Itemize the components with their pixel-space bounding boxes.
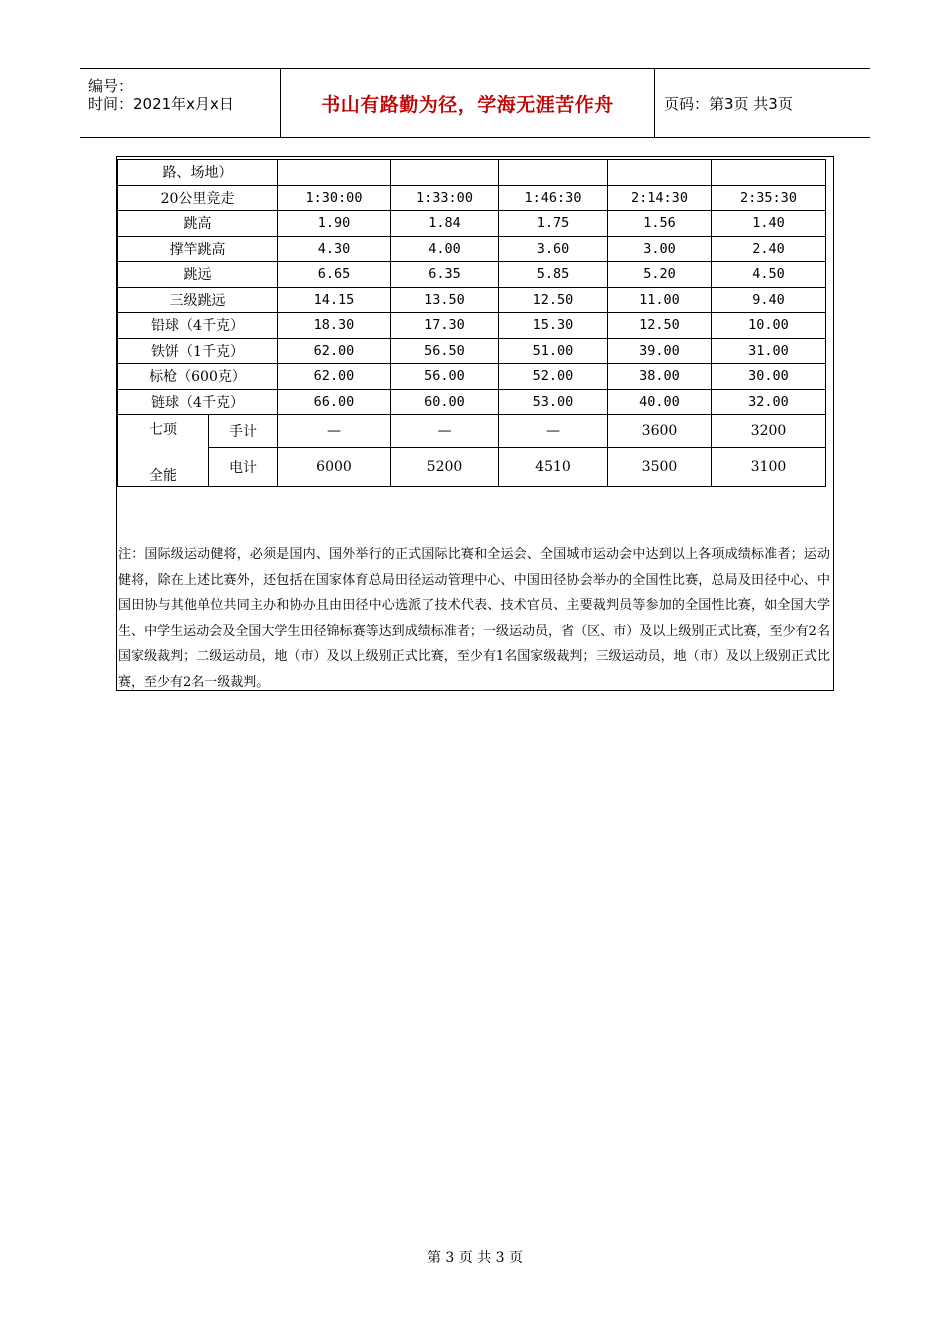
standard-value-cell: 62.00 <box>278 364 391 390</box>
standard-value-cell: 4.30 <box>278 236 391 262</box>
standard-value-cell: 6.35 <box>391 262 499 288</box>
table-row <box>118 236 826 262</box>
page-header <box>80 68 870 138</box>
standard-value-cell: 2.40 <box>712 236 826 262</box>
standard-value-cell: 11.00 <box>608 287 712 313</box>
table-row <box>118 185 826 211</box>
event-name-cell: 铅球（4千克） <box>118 313 278 339</box>
standard-value-cell: 66.00 <box>278 389 391 415</box>
standard-value-cell <box>499 160 608 186</box>
event-name-cell: 路、场地） <box>118 160 278 186</box>
header-info-cell <box>80 69 280 137</box>
standard-value-cell: 5.20 <box>608 262 712 288</box>
header-page-cell <box>654 69 870 137</box>
table-note: 注：国际级运动健将，必须是国内、国外举行的正式国际比赛和全运会、全国城市运动会中达到以上各项成绩标准者；运动健将，除在上述比赛外，还包括在国家体育总局田径运动管理中心、中国田径协会举办的全国性比赛，总局及田径中心、中国田协与其他单位共同主办和协办且由田径中心选派了技术代表、技术官员、主要裁判员等参加的全国性比赛，如全国大学生、中学生运动会及全国大学生田径锦标赛等达到成绩标准者；一级运动员，省（区、市）及以上级别正式比赛，至少有2名国家级裁判；二级运动员，地（市）及以上级别正式比赛，至少有1名国家级裁判；三级运动员，地（市）及以上级别正式比赛，至少有2名一级裁判。 <box>118 547 830 690</box>
standard-value-cell <box>608 160 712 186</box>
event-name-cell: 20公里竞走 <box>118 185 278 211</box>
standard-value-cell: 4.50 <box>712 262 826 288</box>
electric-timing-value: 4510 <box>499 448 608 487</box>
table-row <box>118 313 826 339</box>
table-row <box>118 287 826 313</box>
standard-value-cell: 1.84 <box>391 211 499 237</box>
table-row <box>118 389 826 415</box>
standard-value-cell: 15.30 <box>499 313 608 339</box>
standard-value-cell: 31.00 <box>712 338 826 364</box>
event-name-cell: 跳高 <box>118 211 278 237</box>
header-motto-cell <box>280 69 655 137</box>
standard-value-cell: 39.00 <box>608 338 712 364</box>
table-row <box>118 262 826 288</box>
standard-value-cell: 51.00 <box>499 338 608 364</box>
standard-value-cell: 1:46:30 <box>499 185 608 211</box>
hand-timing-value: — <box>278 415 391 448</box>
heptathlon-label-bottom: 全能 <box>149 468 177 484</box>
hand-timing-label: 手计 <box>209 415 278 448</box>
standard-value-cell: 38.00 <box>608 364 712 390</box>
hand-timing-value: 3600 <box>608 415 712 448</box>
standard-value-cell: 56.50 <box>391 338 499 364</box>
header-page-number: 页码：第3页 共3页 <box>664 94 793 113</box>
standard-value-cell: 5.85 <box>499 262 608 288</box>
standards-table <box>117 159 826 487</box>
standard-value-cell: 52.00 <box>499 364 608 390</box>
electric-timing-label: 电计 <box>209 448 278 487</box>
heptathlon-label-top: 七项 <box>149 422 177 438</box>
electric-timing-value: 3500 <box>608 448 712 487</box>
heptathlon-electric-row <box>118 448 826 487</box>
hand-timing-value: 3200 <box>712 415 826 448</box>
standard-value-cell: 13.50 <box>391 287 499 313</box>
standard-value-cell: 2:35:30 <box>712 185 826 211</box>
event-name-cell: 跳远 <box>118 262 278 288</box>
document-number-label: 编号： <box>88 77 134 95</box>
table-row <box>118 364 826 390</box>
event-name-cell: 铁饼（1千克） <box>118 338 278 364</box>
document-time-label: 时间：2021年x月x日 <box>88 95 234 113</box>
standard-value-cell: 17.30 <box>391 313 499 339</box>
standard-value-cell: 62.00 <box>278 338 391 364</box>
standard-value-cell: 1:30:00 <box>278 185 391 211</box>
standard-value-cell: 4.00 <box>391 236 499 262</box>
standard-value-cell: 9.40 <box>712 287 826 313</box>
header-motto: 书山有路勤为径，学海无涯苦作舟 <box>321 93 614 116</box>
standard-value-cell: 12.50 <box>499 287 608 313</box>
electric-timing-value: 3100 <box>712 448 826 487</box>
standard-value-cell: 60.00 <box>391 389 499 415</box>
event-name-cell: 标枪（600克） <box>118 364 278 390</box>
standard-value-cell: 1.75 <box>499 211 608 237</box>
hand-timing-value: — <box>391 415 499 448</box>
table-row <box>118 338 826 364</box>
electric-timing-value: 5200 <box>391 448 499 487</box>
standard-value-cell <box>712 160 826 186</box>
event-name-cell: 链球（4千克） <box>118 389 278 415</box>
table-row <box>118 160 826 186</box>
standard-value-cell: 10.00 <box>712 313 826 339</box>
standard-value-cell: 1.40 <box>712 211 826 237</box>
standard-value-cell: 6.65 <box>278 262 391 288</box>
heptathlon-label-cell <box>118 415 209 487</box>
standard-value-cell: 14.15 <box>278 287 391 313</box>
standard-value-cell: 18.30 <box>278 313 391 339</box>
standard-value-cell: 12.50 <box>608 313 712 339</box>
standard-value-cell: 53.00 <box>499 389 608 415</box>
standard-value-cell: 2:14:30 <box>608 185 712 211</box>
hand-timing-value: — <box>499 415 608 448</box>
standard-value-cell <box>391 160 499 186</box>
standard-value-cell: 56.00 <box>391 364 499 390</box>
standard-value-cell: 1.90 <box>278 211 391 237</box>
standard-value-cell: 1:33:00 <box>391 185 499 211</box>
standard-value-cell: 1.56 <box>608 211 712 237</box>
standard-value-cell: 3.60 <box>499 236 608 262</box>
table-row <box>118 211 826 237</box>
standard-value-cell: 40.00 <box>608 389 712 415</box>
standard-value-cell: 30.00 <box>712 364 826 390</box>
heptathlon-hand-row <box>118 415 826 448</box>
standard-value-cell: 32.00 <box>712 389 826 415</box>
event-name-cell: 三级跳远 <box>118 287 278 313</box>
standard-value-cell <box>278 160 391 186</box>
event-name-cell: 撑竿跳高 <box>118 236 278 262</box>
electric-timing-value: 6000 <box>278 448 391 487</box>
standard-value-cell: 3.00 <box>608 236 712 262</box>
page-footer: 第 3 页 共 3 页 <box>426 1250 524 1266</box>
